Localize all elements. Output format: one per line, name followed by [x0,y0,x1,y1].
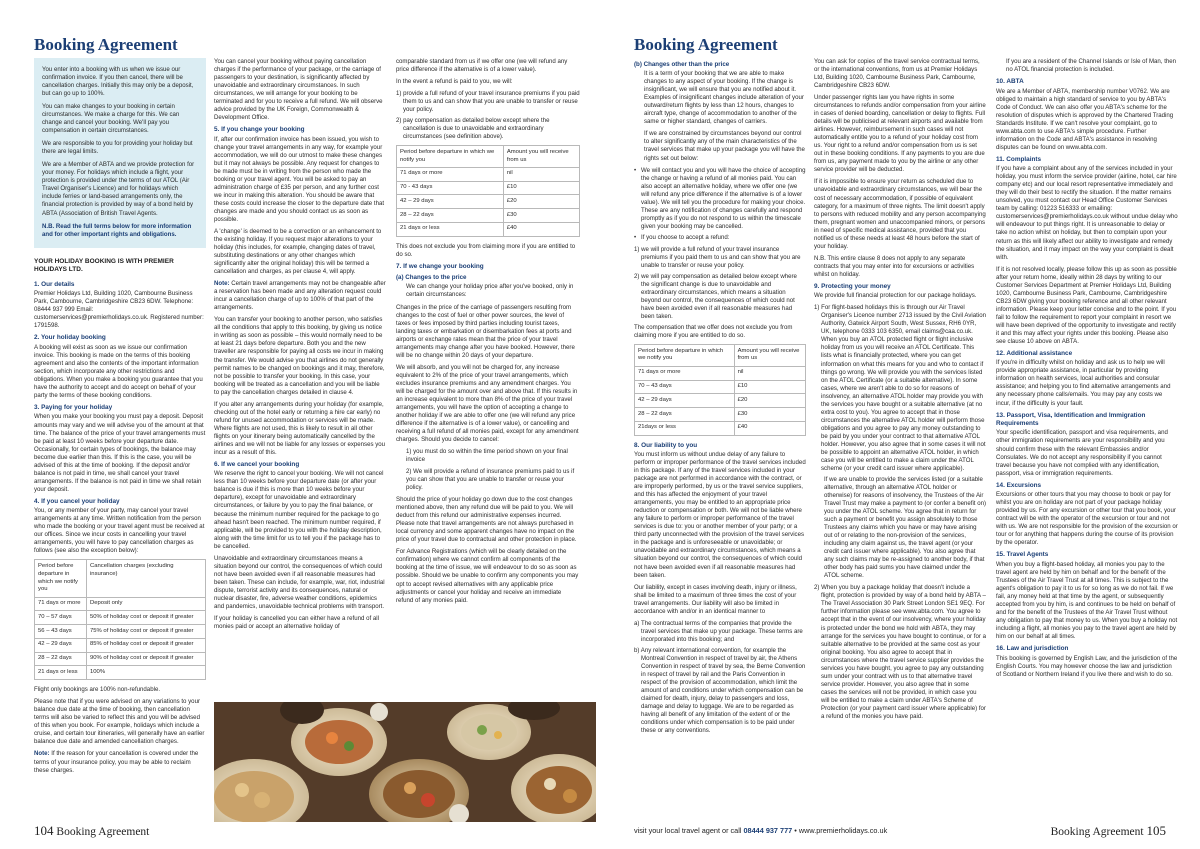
table-cell: 21days or less [635,421,735,435]
table-cell: nil [734,366,805,380]
section-heading: 8. Our liability to you [634,441,698,449]
footer-prefix: visit your local travel agent or call [634,826,744,835]
section-text: If it is impossible to ensure your return as scheduled due to unavoidable and extraordinary circumstances, we will bear the cost of necessary accommodation, if possible of equivalent category, for a maximum of three nights. The limit doesn't apply to persons with reduced mobility and any person accompanying them, pregnant women and unaccompanied minors, or persons in need of specific medical assistance, provided that you notified us of these needs at least 48 hours before the start of your holiday. [814,178,986,250]
section-text: For Advance Registrations (which will be clearly detailed on the confirmation) where we cannot confirm all components of the booking at the time of issue, we will endeavour to do so as soon as possible. Should we be unable to confirm any components you may opt to accept revised alternatives with any applicable price adjustments or cancel your holiday and receive an immediate refund of any monies paid. [396,548,579,604]
numbered-item: b) Any relevant international convention, for example the Montreal Convention in respect of travel by air, the Athens Convention in respect of travel by sea, the Berne Convention in respect of travel by rail and the Paris Convention in respect of the provision of accommodation, which limit the amount of and conditions under which compensation can be claimed for death, injury, delay to passengers and loss, damage and delay to luggage. We are to be regarded as having all benefit of any limitation of the extent of or the conditions under which compensation is to be paid under these or any conventions. [634,646,806,735]
section-text: You can ask for copies of the travel service contractual terms, or the international conventions, from us at Premier Holidays Ltd, Building 1020, Cambourne Business Park, Cambourne, Cambridgeshire CB23 6DW. [814,58,980,90]
section-text: A 'change' is deemed to be a correction or an enhancement to the existing holiday. If you request major alterations to your holiday (this includes, for example, changing dates of travel, substituting destinations or any other changes which significantly alter the original holiday) this will be termed a cancellation and charges, as per clause 4, will apply. [214,228,382,276]
page-number: 105 [1146,823,1166,838]
table-header-cell: Period before departure in which we notify you [35,560,87,597]
table-cell: £20 [734,394,805,408]
left-column-3 [396,58,580,702]
section-text: A booking will exist as soon as we issue our confirmation invoice. This booking is made on the terms of this booking agreement and also the contents of the important information section, which incorporate any other restrictions and obligations. When you make a booking you guarantee that you have the authority to accept and do accept on behalf of your party the terms of these booking conditions. [34,343,203,399]
left-column-2 [214,58,386,702]
left-column-1 [34,58,206,822]
section-text: If you alter any arrangements during your holiday (for example, checking out of the hotel early or returning a hire car early) no refund for unused accommodation or services will be made. Where flights are not used, this is likely to result in all other flights on your itinerary being automatically cancelled by the airlines and we will not be liable for any losses or expenses you incur as a result of this. [214,400,386,456]
page-number: 104 [34,823,54,838]
table-cell: 21 days or less [397,222,504,236]
note-paragraph [214,280,386,312]
footer-label: Booking Agreement [1050,826,1144,838]
section-text: When you buy a flight-based holiday, all monies you pay to the travel agent are held by him on behalf and for the benefit of the Trustees of the Air Travel Trust at all times. This is subject to the agent's obligation to pay it to us for so long as we do not fail. If we fail, any money held at that time by the agent, or subsequently accepted from you by him, is and continues to be held on behalf of and for the benefit of the Trustees of the Air Travel Trust without any obligation to pay that money to us. When you buy a holiday not including a flight, all monies you pay to the travel agent are held by him on our behalf at all times. [996,560,1178,641]
compensation-table [396,145,580,236]
section-text: comparable standard from us if we offer one (we will refund any price difference if the alternative is of a lower value). [396,58,568,74]
table-row [35,666,206,680]
summary-box [34,58,206,248]
section-text: We provide full financial protection for our package holidays. [814,292,977,300]
table-cell: 28 – 22 days [635,408,735,422]
section-text: Flight only bookings are 100% non-refundable. [34,686,161,694]
table-cell: 70 – 43 days [635,380,735,394]
table-header-cell: Amount you will receive from us [734,345,805,367]
section-text: In the event a refund is paid to you, we will: [396,78,513,86]
section-text: The compensation that we offer does not exclude you from claiming more if you are entitled to do so. [634,324,793,340]
table-cell: nil [503,167,579,181]
table-cell: 28 – 22 days [397,209,504,223]
table-cell: 75% of holiday cost or deposit if greater [87,625,206,639]
bullet-list [634,167,806,242]
table-header-cell: Period before departure in which we notify you [397,146,504,168]
table-cell: 42 – 29 days [635,394,735,408]
section-text: If you have a complaint about any of the services included in your holiday, you must inform the service provider (airline, hotel, car hire company etc) and our local resort representative immediately and they will do their best to rectify the situation. If the matter remains unsolved, you must contact our Head Office Customer Services team by calling: 01223 516333 or emailing: customerservices@premierholidays.co.uk without undue delay who will endeavour to put things right. It is unreasonable to delay or take no action whilst on holiday, but then to complain upon your return as this will likely affect our ability to investigate and remedy the situation, and it may impact on the way your complaint is dealt with. [996,165,1178,261]
section-text: You, or any member of your party, may cancel your travel arrangements at any time. Written notification from the person who made the booking or your travel agent must be received at our offices. Since we incur costs in cancelling your travel arrangements, you will have to pay cancellation charges as follows (see also the exception below): [34,507,205,555]
table-row [35,611,206,625]
right-footer [1051,822,1166,840]
table-cell: 70 – 57 days [35,611,87,625]
table-row [397,209,580,223]
section-text: This booking is governed by English Law, and the jurisdiction of the English Courts. You may however choose the law and jurisdiction of Scotland or Northern Ireland if you live there and wish to do so. [996,654,1178,678]
summary-paragraph: You can make changes to your booking in certain circumstances. We make a charge for this. We can change and cancel your booking. We'll pay you compensation in certain circumstances. [42,103,180,135]
section-heading: 5. If you change your booking [214,126,305,134]
table-row [635,408,806,422]
section-text: Please note that if you were advised on any variations to your balance due date at the time of booking, then cancellation terms will also be varied to reflect this and you will be advised of this when you book. For example, holidays which include a cruise, and certain tour itineraries, will generally have an earlier balance due date and amended cancellation charges. [34,698,205,746]
table-row [635,366,806,380]
table-header-cell: Period before departure in which we notify you [635,345,735,367]
table-header-row [35,560,206,597]
section-heading: 3. Paying for your holiday [34,404,113,412]
table-row [635,421,806,435]
section-text: Should the price of your holiday go down due to the cost changes mentioned above, then any refund due will be paid to you. We will deduct from this refund our administrative expenses incurred. Please note that travel arrangements are not always purchased in local currency and some apparent changes have no impact on the price of your travel due to contractual and other protection in place. [396,496,577,544]
section-text: When you make your booking you must pay a deposit. Deposit amounts may vary and we will advise you of the amount at that time. The balance of the price of your travel arrangements must be paid at least 10 weeks before your departure date. Occasionally, for certain types of bookings, the balance may become due earlier than this. If this is the case, you will be advised of this at the time of booking. If the deposit and/or balance is not paid in time, we shall cancel your travel arrangements. If the balance is not paid in time we shall retain your deposit. [34,413,206,493]
section-text: You can cancel your booking without paying cancellation charges if the performance of your package, or the carriage of passengers to your destination, is significantly affected by unavoidable and extraordinary circumstances. In such circumstances, we will arrange for your booking to be terminated and for you to receive a full refund. We will observe advice provided by the UK Foreign, Commonwealth & Development Office. [214,58,383,122]
right-column-2 [814,58,986,822]
summary-paragraph: We are a Member of ABTA and we provide protection for your money. For holidays which include a flight, your protection is provided under the terms of our ATOL (Air Travel Organiser's Licence) and for holidays which include ferries or land-based arrangements only, the financial protection is provided by way of a bond held by ABTA (Association of British Travel Agents. [42,161,195,217]
section-heading: 10. ABTA [996,78,1024,86]
table-cell: £30 [503,209,579,223]
section-heading: 9. Protecting your money [814,282,891,290]
section-text: If, after our confirmation invoice has been issued, you wish to change your travel arrangements in any way, for example your accommodation, we will do our utmost to make these changes but it may not always be possible. Any request for changes to be made must be in writing from the person who made the booking or your travel agent. You will be asked to pay an administration charge of £35 per person, and any further cost we incur in making this alteration. You should be aware that these costs could increase the closer to the departure date that changes are made and you should contact us as soon as possible. [214,135,385,224]
table-row [35,638,206,652]
section-text: We reserve the right to cancel your booking. We will not cancel less than 10 weeks before your departure date (or after your balance is due if this is more than 10 weeks before your departure), except for unavoidable and extraordinary circumstances, or failure by you to pay the final balance, or because the minimum number required for the package to go ahead hasn't been reached. The minimum number required, if applicable, will be provided to you with the holiday description, along with the time limit for us to tell you if the package has to be cancelled. [214,470,384,550]
table-row [635,394,806,408]
numbered-item: 2) we will pay compensation as detailed below except where the significant change is due to unavoidable and extraordinary circumstances, which means a situation beyond our control, the consequences of which could not have been avoided even if all reasonable measures had been taken. [634,272,797,321]
section-text: We are a Member of ABTA, membership number V0762. We are obliged to maintain a high standard of service to you by ABTA's Code of Conduct. We can also offer you ABTA's scheme for the resolution of disputes which is approved by the Chartered Trading Standards Institute. If we can't resolve your complaint, go to www.abta.com to use ABTA's simple procedure. Further information on the Code and ABTA's assistance in resolving disputes can be found on www.abta.com. [996,87,1174,151]
section-text: It is a term of your booking that we are able to make changes to any aspect of your booking. If the change is insignificant, we will ensure that you are notified about it. Examples of insignificant changes include alteration of your outward/return flights by less than 12 hours, changes to aircraft type, change of accommodation to another of the same or higher standard, changes of carriers. [644,70,804,126]
table-header-row [397,146,580,168]
note-text: Certain travel arrangements may not be changeable after a reservation has been made and any alteration request could incur a cancellation charge of up to 100% of that part of the arrangements. [214,280,386,312]
note-paragraph [34,750,206,774]
section-text: Excursions or other tours that you may choose to book or pay for whilst you are on holiday are not part of your package holiday provided by us. For any excursion or other tour that you book, your contract will be with the operator of the excursion or tour and not with us. We are not responsible for the provision of the excursion or tour or for anything that happens during the course of its provision by the operator. [996,491,1178,547]
section-text: If you are a resident of the Channel Islands or Isle of Man, then no ATOL financial protection is included. [1006,58,1177,74]
section-text: You can transfer your booking to another person, who satisfies all the conditions that apply to this booking, by giving us notice in writing as soon as possible – this would normally need to be at least 21 days before departure. Both you and the new traveller are responsible for paying all costs we incur in making the transfer. We would advise you that airlines do not generally permit names to be changed on bookings and it may, therefore, not be possible to transfer your booking. In this case, your booking will be treated as a cancellation and you will be liable to pay the cancellation charges detailed in clause 4. [214,316,385,396]
table-cell: 42 – 29 days [35,638,87,652]
section-text: We can change your holiday price after you've booked, only in certain circumstances: [406,283,574,299]
page-title: Booking Agreement [34,35,178,54]
compensation-table [634,344,806,435]
table-cell: Deposit only [87,597,206,611]
section-text: If we are unable to provide the services listed (or a suitable alternative, through an alternative ATOL holder or otherwise) for reasons of insolvency, the Trustees of the Air Travel Trust may make a payment to (or confer a benefit on) you under the ATOL scheme. You agree that in return for such a payment or benefit you assign absolutely to those Trustees any claims which you have or may have arising out of or relating to the non-provision of the services, including any claim against us, the travel agent (or your credit card issuer where applicable). You also agree that any such claims may be re-assigned to another body, if that other body has paid sums you have claimed under the ATOL scheme. [824,475,986,580]
section-text: N.B. This entire clause 8 does not apply to any separate contracts that you may enter into for excursions or activities whilst on holiday. [814,254,975,278]
table-cell: 71 days or more [35,597,87,611]
table-header-row [635,345,806,367]
numbered-item: 1) you must do so within the time period shown on your final invoice [406,448,568,464]
table-cell: 42 – 29 days [397,195,504,209]
table-cell: 56 – 43 days [35,625,87,639]
section-heading: 16. Law and jurisdiction [996,645,1069,653]
numbered-item: 2) We will provide a refund of insurance premiums paid to us if you can show that you are unable to transfer or reuse your policy. [406,468,575,492]
section-heading: 13. Passport, Visa, Identification and Immigration Requirements [996,411,1146,427]
table-row [35,625,206,639]
table-cell: £10 [503,181,579,195]
table-row [397,222,580,236]
numbered-item: 1) provide a full refund of your travel insurance premiums if you paid them to us and can show that you are unable to transfer or reuse your policy. [396,90,580,114]
table-row [635,380,806,394]
table-cell: 71 days or more [397,167,504,181]
right-page [600,0,1200,849]
footer-separator: • [792,826,799,835]
list-item: • If you choose to accept a refund: [634,234,806,242]
numbered-item: 2) pay compensation as detailed below except where the cancellation is due to unavoidable and extraordinary circumstances (see definition above). [396,117,550,141]
table-header-cell: Cancellation charges (excluding insurance) [87,560,206,597]
table-cell: 70 - 43 days [397,181,504,195]
table-cell: 90% of holiday cost or deposit if greater [87,652,206,666]
numbered-item: 2) When you buy a package holiday that doesn't include a flight, protection is provided by way of a bond held by ABTA – The Travel Association 30 Park Street London SE1 9EQ. For further information please see www.abta.com. You agree to accept that in the event of our insolvency, where your holiday is protected under the bond we hold with ABTA, they may arrange for the services you have bought to continue, or for a suitable alternative to be provided at the same cost as your original booking. You also agree to accept that in circumstances where the travel service supplier provides the services you have bought, you agree to pay any outstanding sum under your contract with us to that alternative travel service provider. However, you also agree that in some cases the services will not be provided, in which case you will be entitled to make a claim under ABTA's Scheme of Protection (or your payment card issuer where applicable) for a refund of the monies you have paid. [814,584,986,720]
section-text: Under passenger rights law you have rights in some circumstances to refunds and/or compensation from your airline in cases of denied boarding, cancellation or delay to flights. Full details will be publicised at relevant airports and available from airlines. However, reimbursement in such cases will not automatically entitle you to a refund of your holiday cost from us. Your right to a refund and/or compensation from us is set out in these booking conditions. If any payments to you are due from us, any payment made to you by the airline or any other service provider will be deducted. [814,94,986,174]
list-item: • We will contact you and you will have the choice of accepting the change or having a refund of all monies paid. You can also accept an alternative holiday, where we offer one (we will refund any price difference if the alternative is of a lower value). We will tell you the procedure for making your choice. These are any notification of changes carefully and respond promptly as if you do not respond to us within the timescale given your booking may be cancelled. [634,167,806,231]
section-text: If you're in difficulty whilst on holiday and ask us to help we will provide appropriate assistance, in particular by providing information on health services, local authorities and consular assistance; and helping you to find alternative arrangements and any necessary phone calls/emails. You may pay any costs we incur, if the difficulty is your fault. [996,359,1171,407]
summary-paragraph: We are responsible to you for providing your holiday but there are legal limits. [42,140,193,156]
left-footer [34,822,149,840]
table-cell: £10 [734,380,805,394]
section-text: Your specific identification, passport and visa requirements, and other immigration requirements are your responsibility and you should confirm these with the relevant Embassies and/or Consulates. We do not accept any responsibility if you cannot travel because you have not complied with any identification, passport, visa or immigration requirements. [996,429,1168,477]
table-cell: 28 – 22 days [35,652,87,666]
section-heading: 14. Excursions [996,481,1042,489]
section-heading: 4. If you cancel your holiday [34,497,120,505]
phone-number[interactable]: 08444 937 777 [743,826,793,835]
section-heading: 15. Travel Agents [996,551,1049,559]
note-label: Note: [34,750,50,758]
table-cell: £20 [503,195,579,209]
section-text: If it is not resolved locally, please follow this up as soon as possible after your return home, ideally within 28 days by writing to our Customer Services Department at Premier Holidays Ltd, Building 1020, Cambourne Business Park, Cambourne, Cambridgeshire CB23 6DW giving your booking reference and all other relevant information. Please keep your letter concise and to the point. If you fail to follow the requirement to report your complaint in resort we will have been deprived of the opportunity to investigate and rectify it and this may affect your rights under this booking. Please also see clause 10 above on ABTA. [996,265,1177,345]
note-label: Note: [214,280,230,288]
numbered-item: 1) For flight-based holidays this is through our Air Travel Organiser's Licence number 2713 issued by the Civil Aviation Authority, Gatwick Airport South, West Sussex, RH6 0YR, UK, telephone 0333 103 6350, email claims@caa.co.uk. When you buy an ATOL protected flight or flight inclusive holiday from us you will receive an ATOL Certificate. This lists what is financially protected, where you can get information on what this means for you and who to contact if things go wrong. We will provide you with the services listed on the ATOL Certificate (or a suitable alternative). In some cases, where we aren't able to do so for reasons of insolvency, an alternative ATOL holder may provide you with the services you have bought or a suitable alternative (at no extra cost to you). You agree to accept that in those circumstances the alternative ATOL holder will perform those obligations and you agree to pay any money outstanding to be paid by you under your contract to that alternative ATOL holder. However, you also agree that in some cases it will not be possible to appoint an alternative ATOL holder, in which case you will be entitled to make a claim under the ATOL scheme (or your credit card issuer where applicable). [814,304,986,472]
summary-paragraph: You enter into a booking with us when we issue our confirmation invoice. If you then cancel, there will be cancellation charges. Initially this may only be a deposit, but can go up to 100%. [42,66,194,98]
note-text: If the reason for your cancellation is covered under the terms of your insurance policy, you may be able to reclaim these charges. [34,750,199,774]
section-heading: 2. Your holiday booking [34,334,106,342]
section-heading: 12. Additional assistance [996,349,1073,357]
table-row [397,181,580,195]
section-text: Changes in the price of the carriage of passengers resulting from changes to the cost of fuel or other power sources, the level of taxes or fees imposed by third parties including tourist taxes, landing taxes or embarkation or disembarkation fees at ports and airports or exchange rates mean that the price of your travel arrangements may change after you have booked. However, there will be no change within 20 days of your departure. [396,303,575,359]
section-text: We will absorb, and you will not be charged for, any increase equivalent to 2% of the price of your travel arrangements, which excludes insurance premiums and any amendment charges. You will be charged for the amount over and above that. If this results in an increase equivalent to more than 8% of the price of your travel arrangements, you will have the option of accepting a change to another holiday if we are able to offer one (we will refund any price difference if the alternative is of a lower value), or cancelling and receiving a full refund of all monies paid, except for any amendment charges. Should you decide to cancel: [396,363,579,444]
table-cell: 71 days or more [635,366,735,380]
section-heading: 1. Our details [34,280,75,288]
table-cell: £40 [734,421,805,435]
section-heading: 11. Complaints [996,155,1042,163]
subsection-heading: (a) Changes to the price [396,274,467,282]
right-column-1 [634,58,806,822]
table-row [35,652,206,666]
section-heading: 6. If we cancel your booking [214,460,300,468]
footer-label: Booking Agreement [56,826,150,838]
numbered-item: 1) we will provide a full refund of your travel insurance premiums if you paid them to us and can show that you are unable to transfer or reuse your policy. [634,245,801,269]
table-cell: 100% [87,666,206,680]
subsection-heading: (b) Changes other than the price [634,61,730,68]
contact-footer [634,826,887,836]
numbered-item: a) The contractual terms of the companies that provide the travel services that make up your package. These terms are incorporated into this booking; and [634,619,803,643]
table-cell: 50% of holiday cost or deposit if greater [87,611,206,625]
table-row [397,195,580,209]
food-illustration [214,702,596,822]
section-text: Our liability, except in cases involving death, injury or illness, shall be limited to a maximum of three times the cost of your travel arrangements. Our liability will also be limited in accordance with and/or in an identical manner to [634,583,797,615]
table-cell: £40 [503,222,579,236]
table-cell: 85% of holiday cost or deposit if greater [87,638,206,652]
summary-note: N.B. Read the full terms below for more information and for other important rights and obligations. [42,222,192,238]
section-text: If we are constrained by circumstances beyond our control to alter significantly any of the main characteristics of the travel services that make up your package you will have the rights set out below: [644,130,805,162]
cancellation-table [34,559,206,680]
booking-heading: YOUR HOLIDAY BOOKING IS WITH PREMIER HOLIDAYS LTD. [34,257,174,274]
table-row [35,597,206,611]
section-text: Premier Holidays Ltd, Building 1020, Cambourne Business Park, Cambourne, Cambridgeshire CB23 6DW. Telephone: 08444 937 999 Email: customerservices@premierholidays.co.uk. Registered number: 1791598. [34,290,204,330]
page-title: Booking Agreement [634,35,778,54]
food-photo [214,702,596,822]
right-column-3 [996,58,1178,822]
section-heading: 7. If we change your booking [396,262,484,270]
table-row [397,167,580,181]
section-text: You must inform us without undue delay of any failure to perform or improper performance of the travel services included in this package. If any of the travel services included in your package are not performed in accordance with the contract, or are improperly performed, by us or the travel service suppliers, and this has affected the enjoyment of your travel arrangements, you may be entitled to an appropriate price reduction or compensation or both. We will not be liable where any failure to perform or improper performance of the travel services is due to: you or another member of your party; or a third party unconnected with the provision of the travel services in the package and is unforeseeable or unavoidable; or unavoidable and extraordinary circumstances, which means a situation beyond our control, the consequences of which could not have been avoided even if all reasonable measures had been taken. [634,451,806,579]
table-cell: 21 days or less [35,666,87,680]
section-text: Unavoidable and extraordinary circumstances means a situation beyond our control, the consequences of which could not have been avoided even if all reasonable measures had been taken. These can include, for example, war, riot, industrial dispute, terrorist activity and its consequences, natural or nuclear disaster, fire, adverse weather conditions, epidemics and pandemics, unavoidable technical problems with transport. [214,554,385,610]
table-header-cell: Amount you will receive from us [503,146,579,168]
section-text: If your holiday is cancelled you can either have a refund of all monies paid or accept an alternative holiday of [214,614,379,630]
website-link[interactable]: www.premierholidays.co.uk [798,826,888,835]
section-text: This does not exclude you from claiming more if you are entitled to do so. [396,242,576,258]
table-cell: £30 [734,408,805,422]
